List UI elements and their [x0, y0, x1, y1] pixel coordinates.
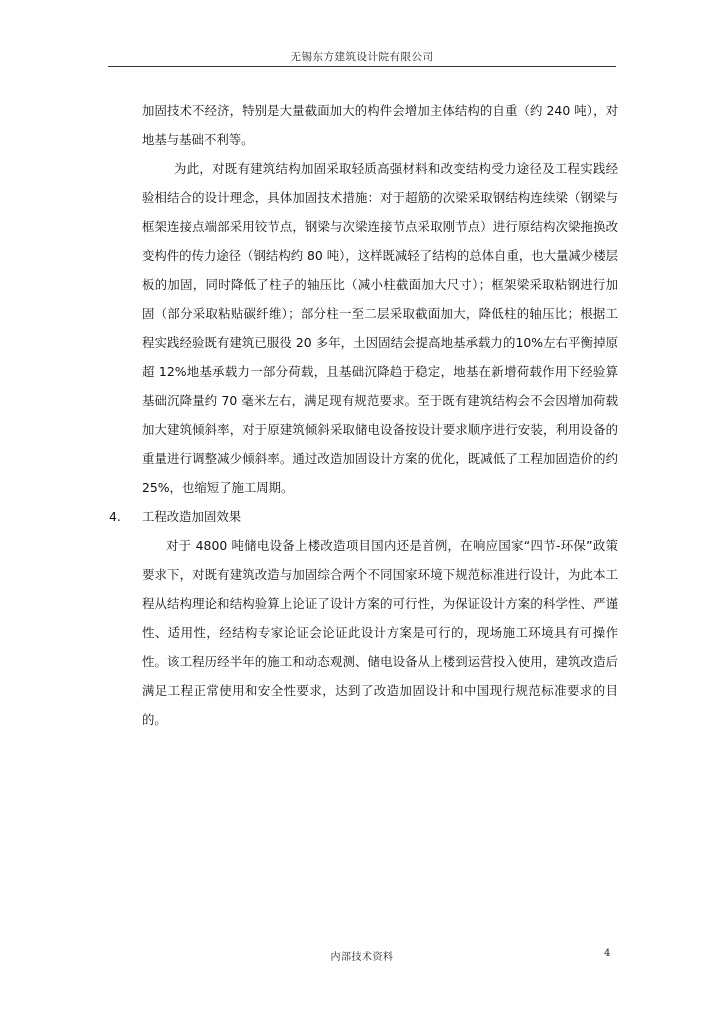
header-divider: [108, 66, 616, 67]
paragraph-3: 对于 4800 吨储电设备上楼改造项目国内还是首例，在响应国家“四节-环保”政策要求下，对既有建筑改造与加固综合两个不同国家环境下规范标准进行设计，为此本工程从结构理论和结构验算上论证了设计方案的可行性，为保证设计方案的科学性、严谨性、适用性，经结构专家论证会论证此设计方案是可行的，现场施工环境具有可操作性。该工程历经半年的施工和动态观测、储电设备从上楼到运营投入使用，建筑改造后满足工程正常使用和安全性要求，达到了改造加固设计和中国现行规范标准要求的目的。: [142, 538, 618, 727]
section-title: 工程改造加固效果: [142, 509, 242, 524]
document-body: [109, 96, 618, 734]
page-header-company: 无锡东方建筑设计院有限公司: [290, 51, 434, 63]
footer-label: 内部技术资料: [330, 952, 394, 963]
paragraph-2: 为此，对既有建筑结构加固采取轻质高强材料和改变结构受力途径及工程实践经验相结合的设计理念，具体加固技术措施：对于超筋的次梁采取钢结构连续梁（钢梁与框架连接点端部采用铰节点，钢梁与次梁连接节点采取刚节点）进行原结构次梁拖换改变构件的传力途径（钢结构约 80 吨），这样既减轻了结构的总体自重，也大量减少楼层板的加固，同时降低了柱子的轴压比（减小柱截面加大尺寸）；框架梁采取粘钢进行加固（部分采取粘贴碳纤维）；部分柱一至二层采取截面加大，降低柱的轴压比；根据工程实践经验既有建筑已服役 20 多年，土因固结会提高地基承载力的10%左右平衡掉原超 12%地基承载力一部分荷载，且基础沉降趋于稳定，地基在新增荷载作用下经验算基础沉降量约 70 毫米左右，满足现有规范要求。至于既有建筑结构会不会因增加荷载加大建筑倾斜率，对于原建筑倾斜采取储电设备按设计要求顺序进行安装，利用设备的重量进行调整减少倾斜率。通过改造加固设计方案的优化，既减低了工程加固造价的约 25%，也缩短了施工周期。: [142, 161, 618, 495]
paragraph-1: 加固技术不经济，特别是大量截面加大的构件会增加主体结构的自重（约 240 吨），对地基与基础不利等。: [142, 103, 618, 147]
section-heading-4: [109, 502, 618, 531]
page-number: 4: [604, 948, 611, 959]
section-number: 4.: [109, 509, 121, 524]
